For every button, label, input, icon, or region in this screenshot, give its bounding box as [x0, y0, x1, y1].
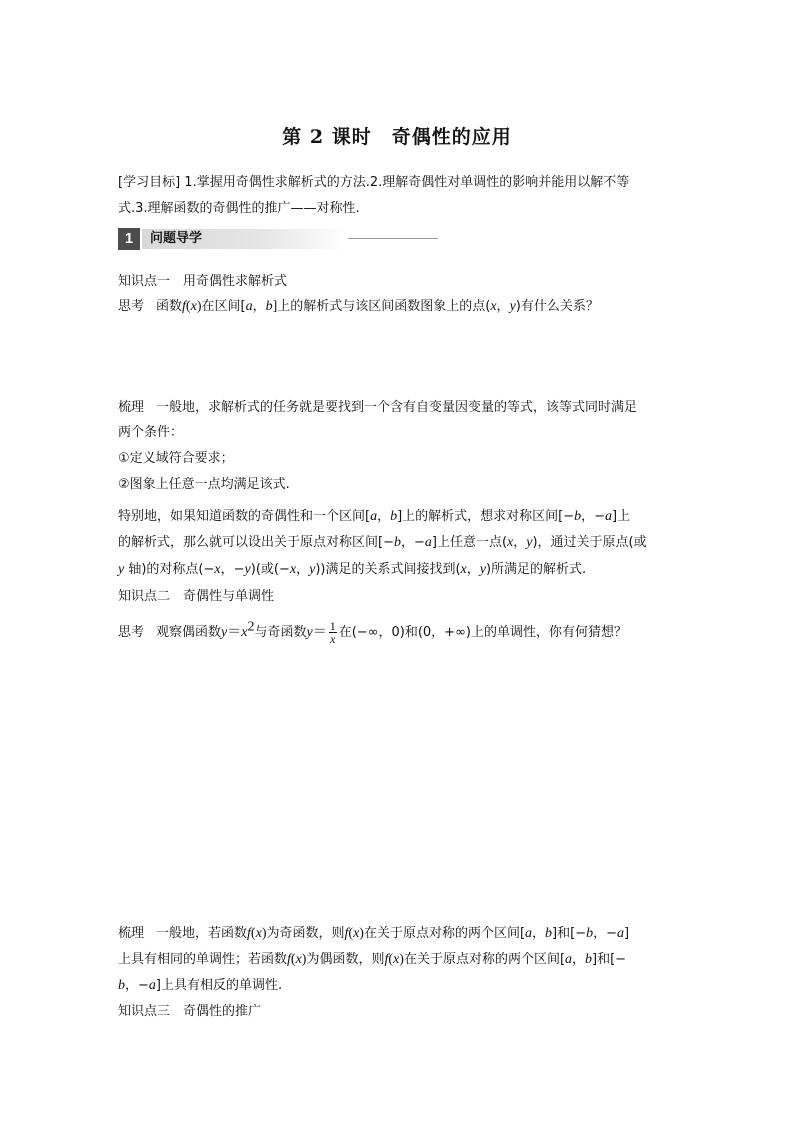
kp1-condition-2: ②图象上任意一点均满足该式.	[118, 477, 290, 492]
kp1-sort-line2: 两个条件：	[118, 425, 184, 440]
kp1-special-line3: y 轴)的对称点(−x，−y)(或(−x，y))满足的关系式间接找到(x，y)所满足的解析式.	[118, 562, 587, 577]
kp1-think-text: 在区间[	[201, 299, 246, 314]
kp2-think-text: 与奇函数	[254, 625, 307, 640]
kp2-sort-line3: b，−a]上具有相反的单调性.	[118, 978, 283, 993]
kp2-sort-line2: 上具有相同的单调性；若函数f(x)为偶函数，则f(x)在关于原点对称的两个区间[a，b]和[−	[118, 952, 627, 967]
kp1-special-text: ]上	[612, 509, 631, 524]
kp1-think-text: 上的解析式与该区间函数图象上的点(	[277, 299, 491, 314]
think-label: 思考	[118, 625, 145, 640]
kp1-special-text: )，通过关于原点(或	[532, 535, 647, 550]
kp1-special-text: ))满足的关系式间接找到(	[315, 562, 461, 577]
kp2-sort-text: ]	[624, 926, 630, 941]
kp2-heading: 知识点二 奇偶性与单调性	[118, 589, 275, 604]
sort-label: 梳理	[118, 400, 145, 415]
kp1-heading: 知识点一 用奇偶性求解析式	[118, 274, 288, 289]
learning-objectives	[118, 170, 678, 195]
kp1-sort-text: 一般地，求解析式的任务就是要找到一个含有自变量因变量的等式，该等式同时满足	[156, 400, 638, 415]
kp1-special-text: ]上的解析式，想求对称区间[−	[397, 509, 575, 524]
objectives-line1: 1.掌握用奇偶性求解析式的方法.2.理解奇偶性对单调性的影响并能用以解不等	[184, 175, 630, 190]
kp2-sort-text: ]和[−	[552, 926, 587, 941]
kp1-think: 思考 函数f(x)在区间[a，b]上的解析式与该区间函数图象上的点(x，y)有什么关系？	[118, 299, 599, 314]
kp2-sort-text: ]上具有相反的单调性.	[155, 978, 283, 993]
kp2-sort-text: 一般地，若函数	[156, 926, 248, 941]
section-number: 1	[118, 228, 140, 250]
kp1-special-text: )(或(−	[250, 562, 290, 577]
kp2-think: 思考 观察偶函数$y=x^2$与奇函数y＝ $\frac{1}{x}$ 在(−∞，0)和(0，+∞)上的单调性，你有何猜想？	[118, 619, 627, 646]
kp2-think-text: 观察偶函数	[156, 625, 222, 640]
kp1-special-line1: 特别地，如果知道函数的奇偶性和一个区间[a，b]上的解析式，想求对称区间[−b，−a]上	[118, 509, 631, 524]
kp1-think-text: )有什么关系？	[515, 299, 599, 314]
section-banner	[118, 228, 438, 250]
kp2-sort-text: 在关于原点对称的两个区间[	[363, 926, 526, 941]
kp2-sort-text: ，−	[125, 978, 149, 993]
kp1-special-text: ]上任意一点(	[431, 535, 508, 550]
kp3-heading: 知识点三 奇偶性的推广	[118, 1004, 262, 1019]
kp2-sort-text: ]和[−	[592, 952, 627, 967]
kp1-special-text: 轴)的对称点(−	[128, 562, 215, 577]
page-title: 第 2 课时 奇偶性的应用	[282, 126, 512, 148]
kp1-special-text: 的解析式，那么就可以设出关于原点对称区间[−	[118, 535, 394, 550]
objectives-label: [学习目标]	[118, 175, 181, 190]
kp1-sort-line1	[118, 395, 678, 420]
section-title: 问题导学	[150, 231, 203, 246]
fraction-one-over-x: $\frac{1}{x}$	[329, 619, 336, 646]
kp1-think-text: 函数	[156, 299, 183, 314]
kp1-condition-1: ①定义域符合要求；	[118, 451, 234, 466]
kp2-think-text: 在(−∞，0)和(0，+∞)上的单调性，你有何猜想？	[338, 625, 627, 640]
kp2-sort-text: 在关于原点对称的两个区间[	[403, 952, 566, 967]
kp1-special-text: 特别地，如果知道函数的奇偶性和一个区间[	[118, 509, 371, 524]
kp2-sort-line1: 梳理 一般地，若函数f(x)为奇函数，则f(x)在关于原点对称的两个区间[a，b]和[−b，−a]	[118, 926, 630, 941]
think-label: 思考	[118, 299, 145, 314]
sort-label: 梳理	[118, 926, 145, 941]
kp1-special-text: )所满足的解析式.	[485, 562, 587, 577]
kp2-sort-text: 为奇函数，则	[266, 926, 345, 941]
kp2-sort-text: 上具有相同的单调性；若函数	[118, 952, 288, 967]
kp1-special-line2: 的解析式，那么就可以设出关于原点对称区间[−b，−a]上任意一点(x，y)，通过关于原点(或	[118, 535, 647, 550]
kp2-sort-text: 为偶函数，则	[306, 952, 385, 967]
objectives-line2: 式.3.理解函数的奇偶性的推广——对称性.	[118, 201, 360, 216]
